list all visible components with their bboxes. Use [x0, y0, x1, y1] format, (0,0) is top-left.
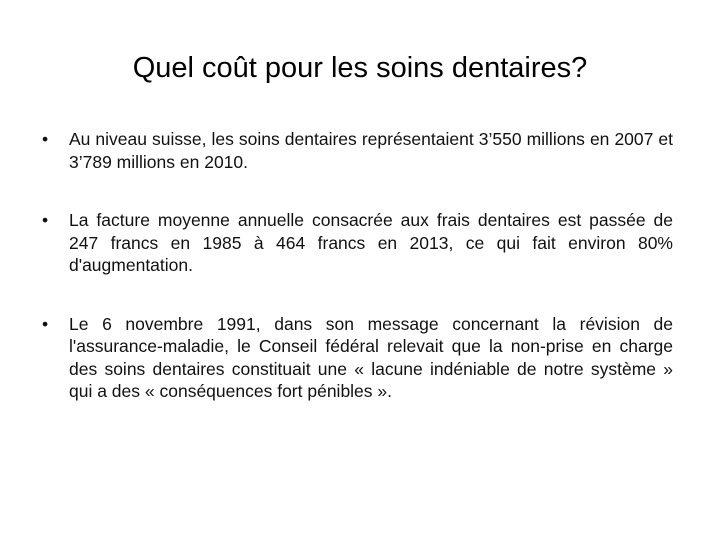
bullet-text: La facture moyenne annuelle consacrée aux frais dentaires est passée de 247 francs en 1985 à 464 francs en 2013, ce qui fait environ 80% d'augmentation. — [69, 210, 673, 275]
bullet-item — [42, 313, 673, 403]
bullet-marker: • — [42, 313, 49, 334]
bullet-text: Le 6 novembre 1991, dans son message concernant la révision de l'assurance-maladie, le Conseil fédéral relevait que la non-prise en charge des soins dentaires constituait une « lacune indéniable de notre système » qui a des « conséquences fort pénibles ». — [69, 313, 673, 401]
bullet-item — [42, 128, 673, 173]
bullet-marker: • — [42, 129, 49, 149]
slide-title: Quel coût pour les soins dentaires? — [132, 52, 588, 84]
bullet-marker: • — [42, 210, 49, 230]
bullet-item — [42, 209, 673, 277]
bullet-text: Au niveau suisse, les soins dentaires représentaient 3’550 millions en 2007 et 3’789 millions en 2010. — [69, 129, 673, 172]
bullet-list — [42, 128, 673, 403]
